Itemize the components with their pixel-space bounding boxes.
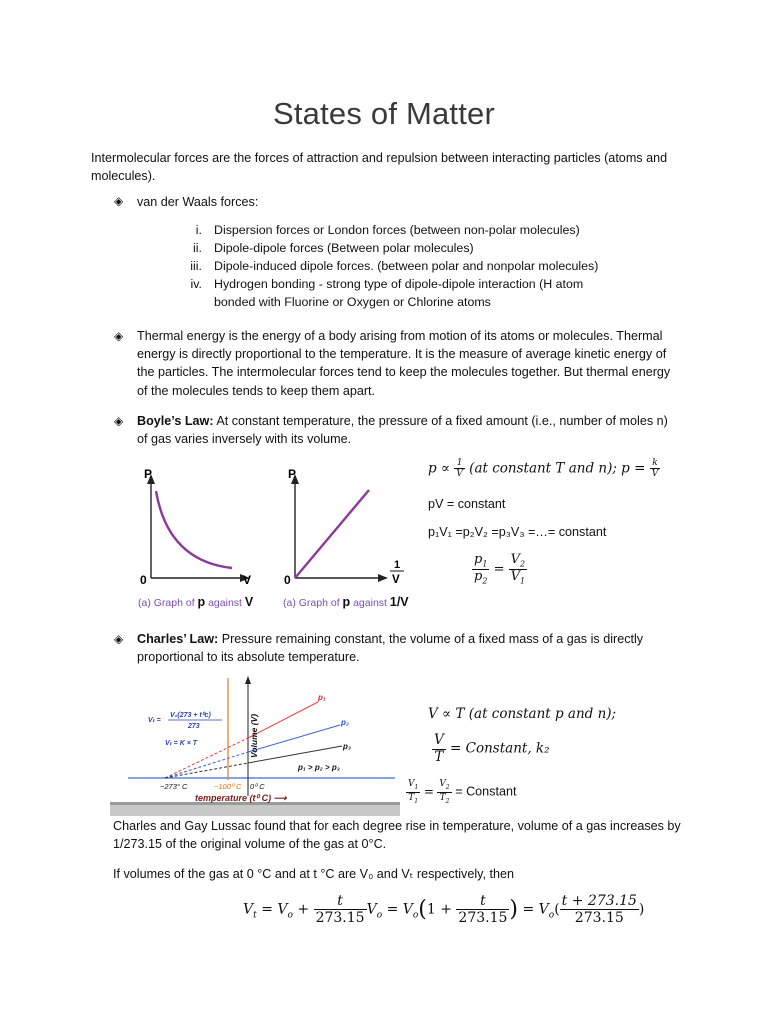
- boyle-label: Boyle’s Law:: [137, 414, 214, 428]
- charles-equation-proportional: V ∝ T (at constant p and n);: [428, 706, 617, 722]
- graph-p-vs-inverse-v: [283, 467, 409, 609]
- diamond-bullet-icon: ◈: [114, 329, 124, 343]
- volume-intro: If volumes of the gas at 0 °C and at t °C are V₀ and Vₜ respectively, then: [113, 867, 514, 881]
- formula-numerator: V₀(273 + t⁰c): [170, 712, 211, 719]
- boyle-graphs: [130, 466, 420, 616]
- straight-line: [295, 490, 369, 578]
- vdw-heading: van der Waals forces:: [137, 195, 259, 209]
- boyle-equation-pv: pV = constant: [428, 497, 506, 511]
- origin-label: 0: [140, 573, 147, 587]
- y-axis-label: P: [144, 467, 153, 481]
- formula-lhs: Vₜ =: [148, 717, 161, 724]
- tick-label: 0⁰ C: [250, 782, 265, 791]
- list-item: Dispersion forces or London forces (between non-polar molecules): [214, 223, 580, 237]
- boyle-equation-chain: p₁V₁ =p₂V₂ =p₃V₃ =…= constant: [428, 525, 607, 539]
- charles-graph: [110, 676, 400, 816]
- formula-denominator: 273: [188, 723, 200, 730]
- volume-equation: $V_t = V_o$ + $\frac{t}{273.15}$ $V_o = V_o(1$ + $\frac{t}{273.15}$ ) = $V_o$( $\frac{t + 273.15}{273.15}$ ): [243, 893, 645, 927]
- boyle-paragraph: [137, 412, 681, 448]
- graph-caption: (a) Graph of p against V: [138, 595, 254, 609]
- formula-k: Vₜ = K × T: [165, 740, 198, 747]
- thermal-paragraph: Thermal energy is the energy of a body arising from motion of its atoms or molecules. Thermal energy is directly proportional to the temperature. It is the measure of average kinetic energy of the particles. The intermolecular forces tend to keep the molecules together. But thermal energy of the molecules tends to keep them apart.: [137, 329, 671, 398]
- hyperbola-curve: [156, 491, 232, 568]
- list-item-number: iv.: [190, 277, 202, 291]
- charles-equation-constant: $\frac{V}{T}$ = Constant, k₂: [434, 732, 550, 765]
- list-item: Hydrogen bonding - strong type of dipole-dipole interaction (H atom bonded with Fluorine or Oxygen or Chlorine atoms: [214, 277, 584, 309]
- intro-paragraph: Intermolecular forces are the forces of attraction and repulsion between interacting particles (atoms and molecules).: [91, 151, 668, 184]
- page-title: States of Matter: [272, 96, 496, 131]
- line-label-p3: p₃: [343, 742, 351, 751]
- charles-equation-ratio: $\frac{V_1}{T_1}$ = $\frac{V_2}{T_2}$ = Constant: [408, 779, 517, 805]
- x-axis-numerator: 1: [394, 559, 401, 571]
- gay-lussac-paragraph: Charles and Gay Lussac found that for each degree rise in temperature, volume of a gas increases by 1/273.15 of the original volume of the gas at 0°C.: [113, 819, 681, 852]
- x-axis-label: temperature (t⁰ C) ⟶: [195, 793, 287, 803]
- graph-p-vs-v: [138, 467, 254, 609]
- graph-caption: (a) Graph of p against 1/V: [283, 595, 409, 609]
- vdw-list: [172, 222, 632, 312]
- origin-label: 0: [284, 573, 291, 587]
- boyle-equation-ratio: $\frac{p_1}{p_2}$ = $\frac{V_2}{V_1}$: [474, 552, 526, 586]
- list-item-number: iii.: [190, 259, 202, 273]
- y-axis-label: Volume (V): [249, 713, 259, 758]
- line-label-p2: p₂: [341, 718, 349, 727]
- charles-label: Charles’ Law:: [137, 632, 219, 646]
- list-item: Dipole-dipole forces (Between polar molecules): [214, 241, 474, 255]
- list-item-number: ii.: [193, 241, 202, 255]
- y-axis-label: P: [288, 467, 297, 481]
- pressure-relation: p₁ > p₂ > p₃: [298, 763, 340, 772]
- charles-text: Pressure remaining constant, the volume of a fixed mass of a gas is directly proportional to its absolute temperature.: [137, 632, 644, 665]
- boyle-text: At constant temperature, the pressure of a fixed amount (i.e., number of moles n) of gas varies inversely with its volume.: [137, 414, 668, 447]
- boyle-equation-proportional: p ∝ $\frac{1}{V}$ (at constant T and n); p = $\frac{k}{V}$: [428, 458, 659, 480]
- charles-paragraph: [137, 630, 677, 666]
- diamond-bullet-icon: ◈: [114, 632, 124, 646]
- tick-label: −273° C: [160, 782, 188, 791]
- diamond-bullet-icon: ◈: [114, 194, 124, 208]
- list-item: Dipole-induced dipole forces. (between polar and nonpolar molecules): [214, 259, 599, 273]
- x-axis-label: V: [243, 573, 252, 587]
- line-label-p1: p₁: [318, 693, 326, 702]
- x-axis-denominator: V: [392, 574, 400, 586]
- tick-label: −100⁰ C: [214, 782, 242, 791]
- diamond-bullet-icon: ◈: [114, 414, 124, 428]
- list-item-number: i.: [195, 223, 202, 237]
